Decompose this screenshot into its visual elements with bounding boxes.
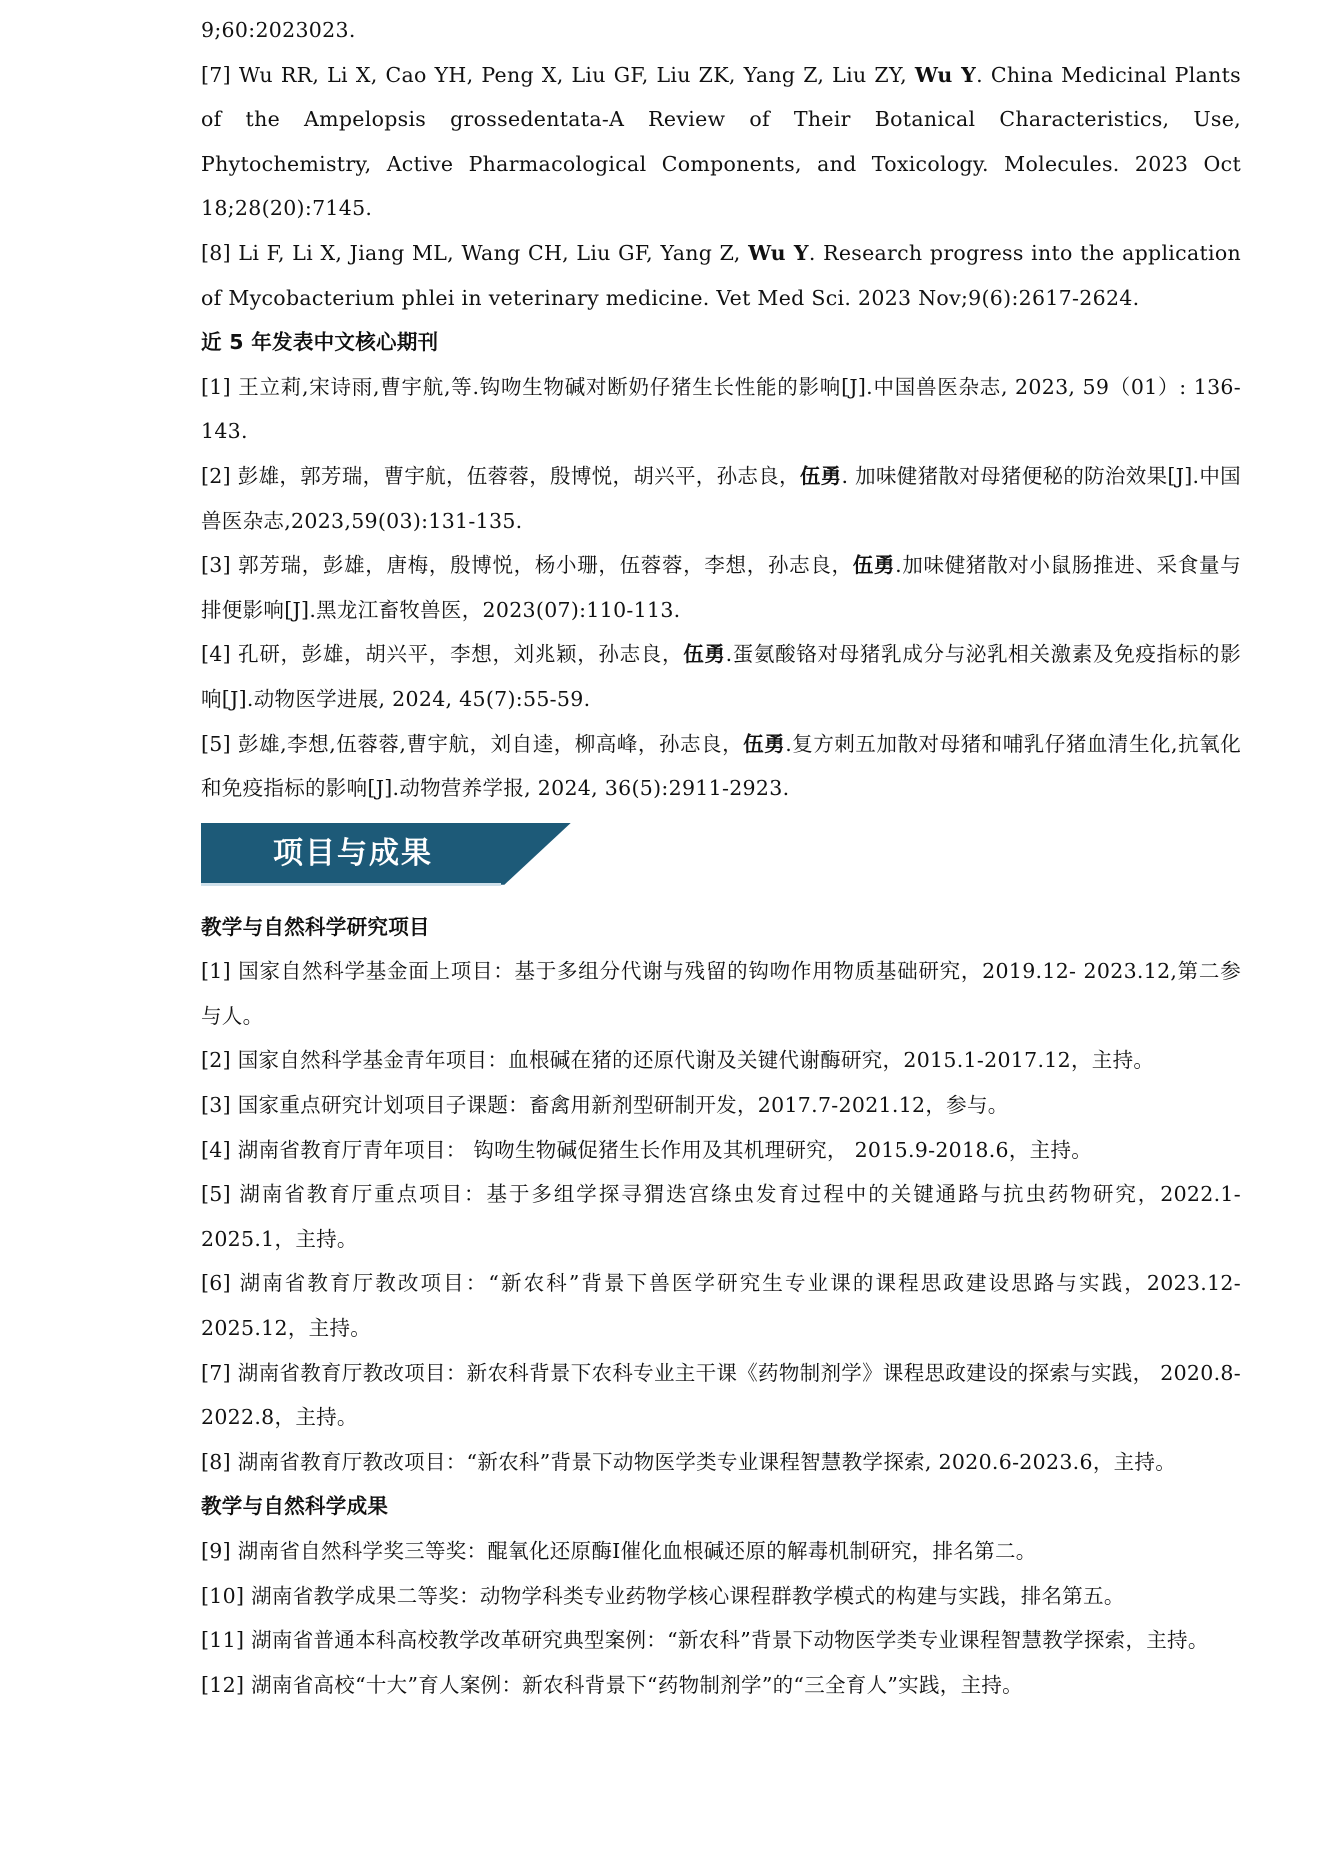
chinese-paper-2 (201, 454, 1241, 543)
achievement-item: [12] 湖南省高校“十大”育人案例：新农科背景下“药物制剂学”的“三全育人”实践，主持。 (201, 1672, 1023, 1697)
project-item: [7] 湖南省教育厅教改项目：新农科背景下农科专业主干课《药物制剂学》课程思政建设的探索与实践， 2020.8-2022.8，主持。 (201, 1360, 1241, 1430)
english-ref-7 (201, 53, 1241, 231)
ref-text: [5] 彭雄,李想,伍蓉蓉,曹宇航，刘自逵，柳高峰，孙志良， (201, 731, 744, 756)
author-highlight: Wu Y (914, 62, 977, 87)
author-highlight: Wu Y (748, 240, 809, 265)
project-item: [4] 湖南省教育厅青年项目： 钩吻生物碱促猪生长作用及其机理研究， 2015.9-2018.6，主持。 (201, 1137, 1093, 1162)
ref-text: [4] 孔研，彭雄，胡兴平，李想，刘兆颖，孙志良， (201, 642, 684, 667)
ref-text: [8] Li F, Li X, Jiang ML, Wang CH, Liu GF, Yang Z, (201, 240, 749, 265)
achievement-item: [9] 湖南省自然科学奖三等奖：醌氧化还原酶I催化血根碱还原的解毒机制研究，排名第二。 (201, 1539, 1037, 1563)
achievement-item: [11] 湖南省普通本科高校教学改革研究典型案例：“新农科”背景下动物医学类专业课程智慧教学探索，主持。 (201, 1628, 1209, 1653)
chinese-paper-5 (201, 722, 1241, 811)
ref-text: .蛋氨酸铬对母猪乳成分与泌乳相关激素及免疫指标的影响[J].动物医学进展, 2024, 45(7):55-59. (201, 642, 1241, 711)
ref-text: . 加味健猪散对母猪便秘的防治效果[J].中国兽医杂志,2023,59(03):131-135. (201, 463, 1241, 533)
research-projects-heading: 教学与自然科学研究项目 (201, 914, 430, 939)
ref-text: . Research progress into the application of Mycobacterium phlei in veterinary medicine. Vet Med Sci. 2023 Nov;9(6):2617-2624. (201, 240, 1242, 310)
page-content (201, 8, 1241, 1707)
section-banner (201, 823, 1241, 897)
chinese-papers-heading: 近 5 年发表中文核心期刊 (201, 330, 439, 355)
ref-text: [2] 彭雄，郭芳瑞，曹宇航，伍蓉蓉，殷博悦，胡兴平，孙志良， (201, 463, 800, 488)
ref-text: .加味健猪散对小鼠肠推进、采食量与排便影响[J].黑龙江畜牧兽医，2023(07):110-113. (201, 553, 1241, 622)
author-highlight: 伍勇 (799, 463, 842, 488)
achievement-item: [10] 湖南省教学成果二等奖：动物学科类专业药物学核心课程群教学模式的构建与实践，排名第五。 (201, 1583, 1125, 1608)
project-item: [8] 湖南省教育厅教改项目：“新农科”背景下动物医学类专业课程智慧教学探索, 2020.6-2023.6，主持。 (201, 1449, 1177, 1474)
ref-text: .复方刺五加散对母猪和哺乳仔猪血清生化,抗氧化和免疫指标的影响[J].动物营养学报, 2024, 36(5):2911-2923. (201, 731, 1241, 801)
project-item: [1] 国家自然科学基金面上项目：基于多组分代谢与残留的钩吻作用物质基础研究，2019.12- 2023.12,第二参与人。 (201, 959, 1241, 1028)
section-title: 项目与成果 (273, 835, 433, 871)
chinese-paper-1 (201, 365, 1241, 454)
banner-underline (201, 883, 501, 886)
ref-text: . China Medicinal Plants of the Ampelopsis grossedentata-A Review of Their Botanical Characteristics, Use, Phytochemistry, Active Pharmacological Components, and Toxicology. Molecules. 2023 Oct 18;28(20):7145. (201, 62, 1241, 221)
ref-6-continuation: 9;60:2023023. (201, 18, 356, 42)
chinese-paper-3 (201, 543, 1241, 632)
ref-text: [3] 郭芳瑞，彭雄，唐梅，殷博悦，杨小珊，伍蓉蓉，李想，孙志良， (201, 553, 853, 578)
author-highlight: 伍勇 (743, 731, 786, 756)
project-item: [2] 国家自然科学基金青年项目：血根碱在猪的还原代谢及关键代谢酶研究，2015.1-2017.12，主持。 (201, 1048, 1155, 1073)
english-ref-8 (201, 231, 1241, 320)
ref-text: [1] 王立莉,宋诗雨,曹宇航,等.钩吻生物碱对断奶仔猪生长性能的影响[J].中国兽医杂志, 2023, 59（01）: 136-143. (201, 374, 1241, 444)
ref-text: [7] Wu RR, Li X, Cao YH, Peng X, Liu GF, Liu ZK, Yang Z, Liu ZY, (201, 62, 915, 87)
author-highlight: 伍勇 (852, 553, 896, 578)
project-item: [5] 湖南省教育厅重点项目：基于多组学探寻猬迭宫绦虫发育过程中的关键通路与抗虫药物研究，2022.1-2025.1，主持。 (201, 1182, 1241, 1251)
chinese-paper-4 (201, 632, 1241, 721)
project-item: [3] 国家重点研究计划项目子课题：畜禽用新剂型研制开发，2017.7-2021.12，参与。 (201, 1093, 1009, 1118)
research-achievements-heading: 教学与自然科学成果 (201, 1494, 389, 1519)
project-item: [6] 湖南省教育厅教改项目：“新农科”背景下兽医学研究生专业课的课程思政建设思路与实践，2023.12-2025.12，主持。 (201, 1271, 1241, 1341)
author-highlight: 伍勇 (683, 642, 726, 667)
